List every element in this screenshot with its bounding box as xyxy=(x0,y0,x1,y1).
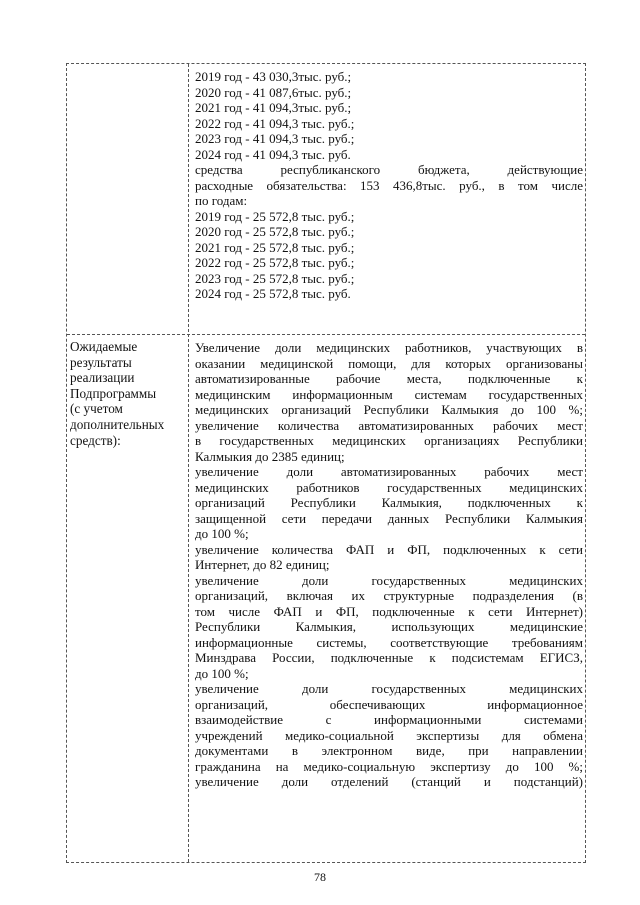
column-divider xyxy=(188,64,189,862)
funding-line: 2024 год - 41 094,3 тыс. руб. xyxy=(195,146,351,162)
result-line: увеличение доли автоматизированных рабочих мест xyxy=(195,464,583,479)
result-line: увеличение количества ФАП и ФП, подключенных к сети xyxy=(195,541,583,557)
funding-line: средства республиканского бюджета, действующие xyxy=(195,162,583,177)
funding-line: 2019 год - 25 572,8 тыс. руб.; xyxy=(195,208,355,224)
result-line: увеличение доли государственных медицинских xyxy=(195,681,583,696)
funding-cell xyxy=(195,69,583,302)
row-divider xyxy=(67,334,585,335)
funding-line: 2021 год - 41 094,3тыс. руб.; xyxy=(195,100,352,115)
label-line: результаты xyxy=(70,354,132,370)
page-number: 78 xyxy=(314,870,326,884)
result-line: организаций, обеспечивающих информационное xyxy=(195,696,583,712)
result-line: учреждений медико-социальной экспертизы для обмена xyxy=(195,727,583,743)
funding-line: 2021 год - 25 572,8 тыс. руб.; xyxy=(195,239,355,255)
label-line: (с учетом xyxy=(70,401,123,417)
funding-line: по годам: xyxy=(195,193,248,208)
label-line: Ожидаемые xyxy=(70,339,138,354)
result-line: организаций Республики Калмыкия, подключенных к xyxy=(195,495,583,510)
result-line: том числе ФАП и ФП, подключенные к сети Интернет) xyxy=(195,603,583,619)
funding-line: расходные обязательства: 153 436,8тыс. руб., в том числе xyxy=(195,177,583,193)
funding-line: 2023 год - 25 572,8 тыс. руб.; xyxy=(195,270,355,286)
result-line: медицинских работников государственных медицинских xyxy=(195,479,583,495)
funding-line: 2020 год - 25 572,8 тыс. руб.; xyxy=(195,224,355,239)
result-line: Интернет, до 82 единиц; xyxy=(195,557,330,572)
result-line: Калмыкия до 2385 единиц; xyxy=(195,448,345,464)
funding-line: 2019 год - 43 030,3тыс. руб.; xyxy=(195,69,352,84)
content-table xyxy=(66,63,586,863)
result-line: взаимодействие с информационными системами xyxy=(195,712,583,727)
result-line: информационные системы, соответствующие требованиям xyxy=(195,634,583,650)
funding-line: 2022 год - 41 094,3 тыс. руб.; xyxy=(195,115,355,131)
result-line: автоматизированные рабочие места, подключенные к xyxy=(195,371,583,386)
funding-line: 2024 год - 25 572,8 тыс. руб. xyxy=(195,286,351,301)
result-line: увеличение доли отделений (станций и подстанций) xyxy=(195,774,583,789)
label-line: средств): xyxy=(70,432,121,448)
result-line: гражданина на медико-социальную экспертизу до 100 %; xyxy=(195,758,583,774)
funding-line: 2020 год - 41 087,6тыс. руб.; xyxy=(195,84,352,100)
result-line: увеличение количества автоматизированных рабочих мест xyxy=(195,417,583,433)
label-line: реализации xyxy=(70,370,135,386)
result-line: в государственных медицинских организациях Республики xyxy=(195,433,583,448)
result-line: Увеличение доли медицинских работников, участвующих в xyxy=(195,340,583,355)
result-line: увеличение доли государственных медицинских xyxy=(195,572,583,588)
result-line: защищенной сети передачи данных Республики Калмыкия xyxy=(195,510,583,526)
funding-line: 2022 год - 25 572,8 тыс. руб.; xyxy=(195,255,355,270)
label-line: Подпрограммы xyxy=(70,385,157,401)
label-line: дополнительных xyxy=(70,416,165,432)
result-line: до 100 %; xyxy=(195,665,249,681)
result-line: документами в электронном виде, при направлении xyxy=(195,743,583,758)
result-line: организаций, включая их структурные подразделения (в xyxy=(195,588,583,603)
funding-line: 2023 год - 41 094,3 тыс. руб.; xyxy=(195,131,355,146)
expected-results-label xyxy=(70,339,186,448)
result-line: медицинских организаций Республики Калмыкия до 100 %; xyxy=(195,402,583,417)
result-line: оказании медицинской помощи, для которых организованы xyxy=(195,355,583,371)
result-line: Минздрава России, подключенные к подсистемам ЕГИСЗ, xyxy=(195,650,583,665)
result-line: Республики Калмыкия, использующих медицинские xyxy=(195,619,583,634)
result-line: до 100 %; xyxy=(195,526,249,541)
result-line: медицинским информационным системам государственных xyxy=(195,386,583,402)
expected-results-cell xyxy=(195,340,583,790)
